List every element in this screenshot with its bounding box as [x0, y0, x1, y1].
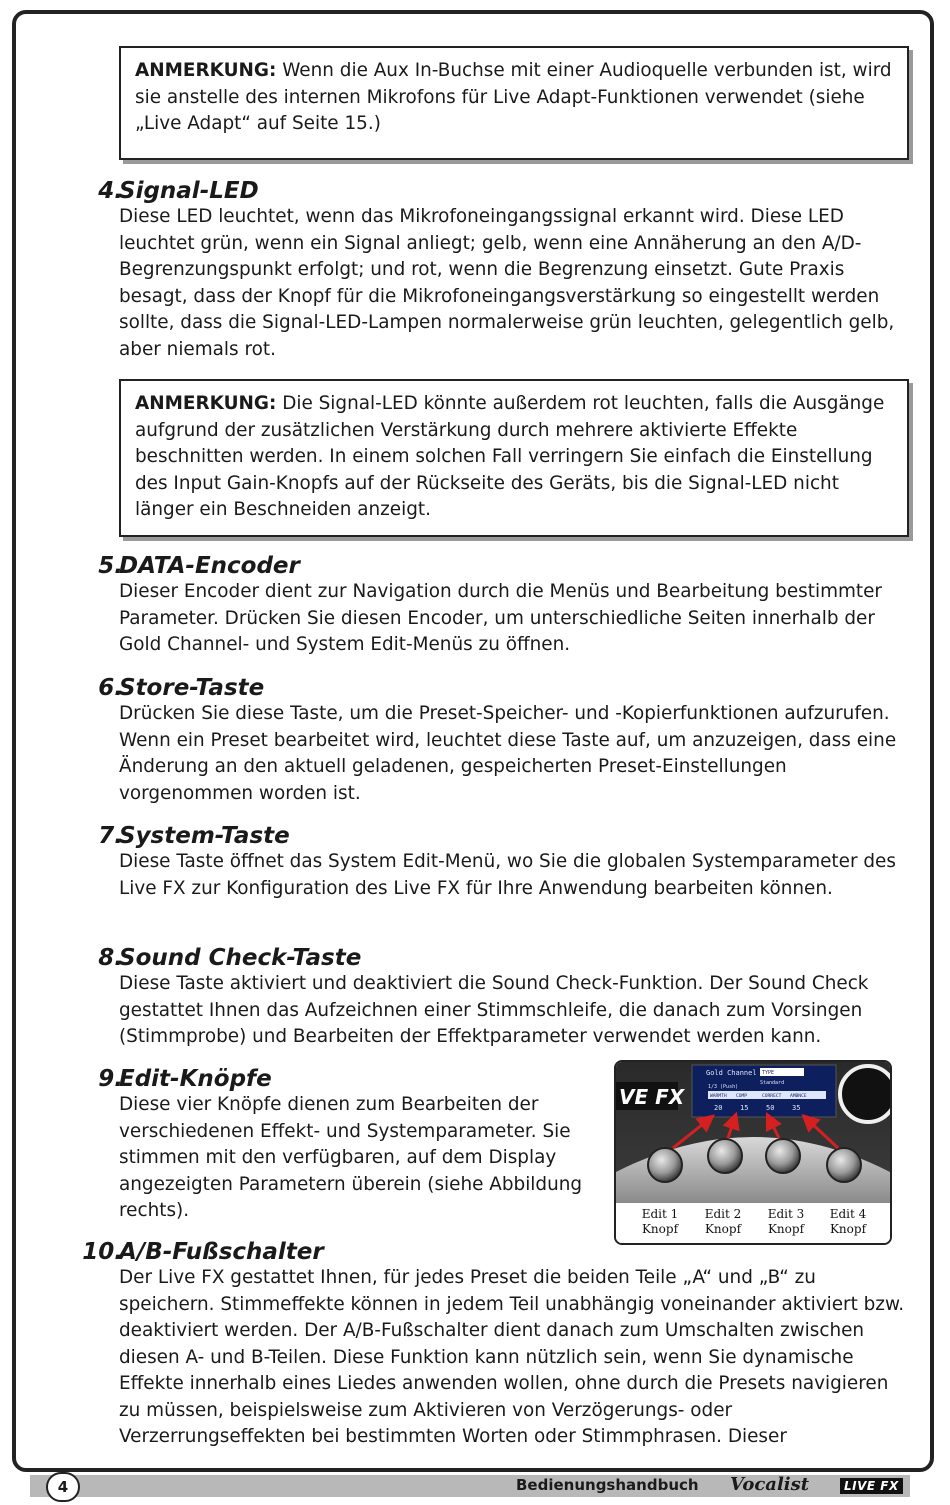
edit-knob-3 [766, 1139, 800, 1173]
section-number: 10. [82, 1239, 123, 1265]
section-number: 8. [98, 945, 123, 971]
section-number: 7. [98, 823, 123, 849]
section-title: A/B-Fußschalter [119, 1239, 324, 1265]
page-footer [0, 1472, 950, 1505]
display-type-value: Standard [760, 1080, 785, 1086]
section-title: Store-Taste [119, 675, 265, 701]
display-param: WARMTH [710, 1094, 727, 1099]
knob-label-line1: Edit 2 [704, 1207, 742, 1221]
edit-knobs-figure [614, 1060, 892, 1245]
knob-label-line1: Edit 3 [767, 1207, 805, 1221]
knob-label-line2: Knopf [641, 1222, 679, 1236]
section-body: Dieser Encoder dient zur Navigation durch die Menüs und Bearbeitung bestimmter Parameter. Drücken Sie diesen Encoder, um unterschiedliche Seiten innerhalb der Gold Channel- und System Edit-Menüs zu öffnen. [119, 581, 882, 655]
edit-knob-1 [648, 1148, 682, 1182]
section-body: Drücken Sie diese Taste, um die Preset-Speicher- und -Kopierfunktionen aufzurufen. Wenn ein Preset bearbeitet wird, leuchtet diese Taste auf, um anzuzeigen, dass eine Änderung an den aktuell geladenen, gespeicherten Preset-Einstellungen vorgenommen worden ist. [119, 703, 897, 804]
brand-box: LIVE FX [840, 1478, 903, 1494]
display-value: 20 [714, 1104, 723, 1112]
edit-knob-4 [827, 1148, 861, 1182]
section-title: Edit-Knöpfe [119, 1066, 272, 1092]
note-label: ANMERKUNG: [135, 60, 277, 81]
section-number: 6. [98, 675, 123, 701]
note-label: ANMERKUNG: [135, 393, 277, 414]
section-number: 9. [98, 1066, 123, 1092]
section-body: Diese Taste öffnet das System Edit-Menü, wo Sie die globalen Systemparameter des Live FX zur Konfiguration des Live FX für Ihre Anwendung bearbeiten können. [119, 851, 896, 899]
display-value: 50 [766, 1104, 775, 1112]
section-number: 5. [98, 553, 123, 579]
note-box [119, 379, 909, 537]
edit-knobs-illustration [616, 1062, 890, 1243]
display-title: Gold Channel [706, 1069, 757, 1077]
knob-label-line1: Edit 1 [641, 1207, 679, 1221]
knob-label-line1: Edit 4 [829, 1207, 867, 1221]
display-type-label: TYPE [762, 1070, 775, 1076]
note-box [119, 46, 909, 160]
section-title: System-Taste [119, 823, 290, 849]
display-param: CORRECT [762, 1094, 782, 1099]
edit-knob-2 [708, 1139, 742, 1173]
page-number: 4 [46, 1472, 80, 1502]
knob-label-line2: Knopf [767, 1222, 805, 1236]
section-number: 4. [98, 178, 123, 204]
brand-logo: Vocalist [730, 1474, 810, 1495]
section-body: Der Live FX gestattet Ihnen, für jedes Preset die beiden Teile „A“ und „B“ zu speichern. Stimmeffekte können in jedem Teil unabhängig voneinander aktiviert bzw. deaktiviert werden. Der A/B-Fußschalter dient danach zum Umschalten zwischen diesen A- und B-Teilen. Diese Funktion kann nützlich sein, wenn Sie dynamische Effekte innerhalb eines Liedes anwenden wollen, ohne durch die Presets navigieren zu müssen, beispielsweise zum Aktivieren von Verzögerungs- oder Verzerrungseffekten bei bestimmten Worten oder Stimmphrasen. Dieser [119, 1267, 905, 1447]
section-body: Diese Taste aktiviert und deaktiviert die Sound Check-Funktion. Der Sound Check gestattet Ihnen das Aufzeichnen einer Stimmschleife, die danach zum Vorsingen (Stimmprobe) und Bearbeiten der Effektparameter verwendet werden kann. [119, 973, 869, 1047]
display-value: 35 [792, 1104, 801, 1112]
display-page: 1/3 (Push) [708, 1084, 739, 1090]
section-body: Diese LED leuchtet, wenn das Mikrofoneingangssignal erkannt wird. Diese LED leuchtet grün, wenn ein Signal anliegt; gelb, wenn eine Annäherung an den A/D-Begrenzungspunkt erfolgt; und rot, wenn die Begrenzung einsetzt. Gute Praxis besagt, dass der Knopf für die Mikrofoneingangsverstärkung so eingestellt werden sollte, dass die Signal-LED-Lampen normalerweise grün leuchten, gelegentlich gelb, aber niemals rot. [119, 206, 895, 360]
data-encoder-ring [840, 1066, 890, 1122]
section-title: Sound Check-Taste [119, 945, 362, 971]
knob-label-line2: Knopf [704, 1222, 742, 1236]
section-title: Signal-LED [119, 178, 259, 204]
section-body: Diese vier Knöpfe dienen zum Bearbeiten der verschiedenen Effekt- und Systemparameter. Sie stimmen mit den verfügbaren, auf dem Display angezeigten Parametern überein (siehe Abbildung rechts). [119, 1094, 583, 1221]
note-text: Die Signal-LED könnte außerdem rot leuchten, falls die Ausgänge aufgrund der zusätzlichen Verstärkung durch mehrere aktivierte Effekte beschnitten werden. In einem solchen Fall verringern Sie einfach die Einstellung des Input Gain-Knopfs auf der Rückseite des Geräts, bis die Signal-LED nicht länger ein Beschneiden anzeigt. [135, 393, 885, 520]
display-param: AMBNCE [790, 1094, 807, 1099]
manual-title: Bedienungshandbuch [516, 1476, 699, 1494]
device-logo: VE FX [619, 1085, 685, 1109]
display-value: 15 [740, 1104, 749, 1112]
knob-label-line2: Knopf [829, 1222, 867, 1236]
section-title: DATA-Encoder [119, 553, 300, 579]
display-param: COMP [736, 1094, 748, 1099]
note-text: Wenn die Aux In-Buchse mit einer Audioquelle verbunden ist, wird sie anstelle des internen Mikrofons für Live Adapt-Funktionen verwendet (siehe „Live Adapt“ auf Seite 15.) [135, 60, 892, 134]
